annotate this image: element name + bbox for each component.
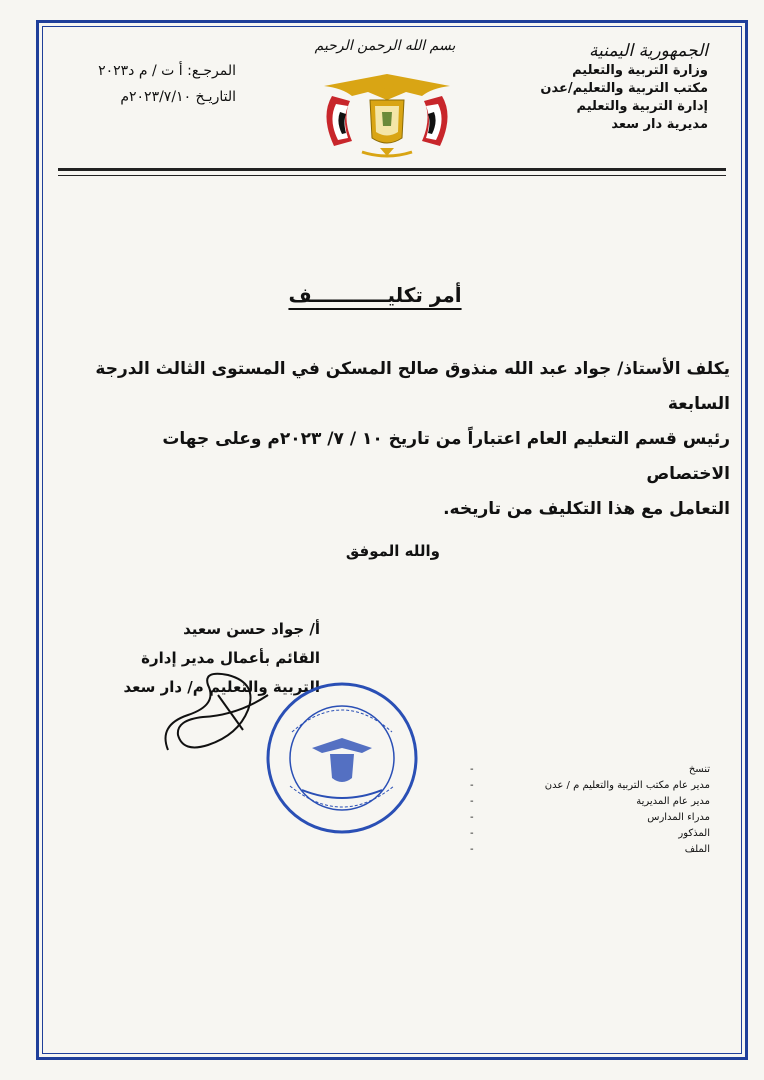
cc-heading: تنسخ - [470,764,710,775]
header-divider-thick [58,168,726,171]
reference-block [66,58,236,110]
reference-number: المرجـع: أ ت / م د٢٠٢٣ [98,63,236,79]
cc-item: مدير عام المديرية - [470,796,710,807]
republic-name: الجمهورية اليمنية [588,41,708,61]
cc-item: مدير عام مكتب التربية والتعليم م / عدن - [470,780,710,791]
cc-item: الملف - [470,844,710,855]
body-line-1: يكلف الأستاذ/ جواد عبد الله منذوق صالح المسكن في المستوى الثالث الدرجة السابعة [95,359,730,414]
body-line-3: التعامل مع هذا التكليف من تاريخه. [443,499,730,519]
administration-line: إدارة التربية والتعليم [576,99,708,114]
document-date: التاريـخ ٢٠٢٣/٧/١٠م [120,89,236,105]
cc-item: المذكور - [470,828,710,839]
signatory-role: القائم بأعمال مدير إدارة [141,649,320,667]
document-title: أمر تكليـــــــــــف [288,283,462,307]
header-divider-thin [58,175,726,176]
issuing-authority-block [468,40,708,134]
closing-phrase: والله الموفق [345,542,440,560]
ministry-line: وزارة التربية والتعليم [572,63,708,78]
office-line: مكتب التربية والتعليم/عدن [540,81,708,96]
basmala: بسم الله الرحمن الرحيم [314,38,456,54]
signatory-office: التربية والتعليم م/ دار سعد [123,678,320,696]
yemen-emblem-icon [312,56,462,166]
copy-distribution-list [470,762,710,858]
directorate-line: مديرية دار سعد [611,117,708,132]
official-stamp [262,678,422,838]
signatory-name: أ/ جواد حسن سعيد [183,620,320,638]
page-border-inner [42,26,742,1054]
assignment-body [80,352,730,527]
cc-item: مدراء المدارس - [470,812,710,823]
body-line-2: رئيس قسم التعليم العام اعتباراً من تاريخ ١٠ / ٧/ ٢٠٢٣م وعلى جهات الاختصاص [162,429,730,484]
